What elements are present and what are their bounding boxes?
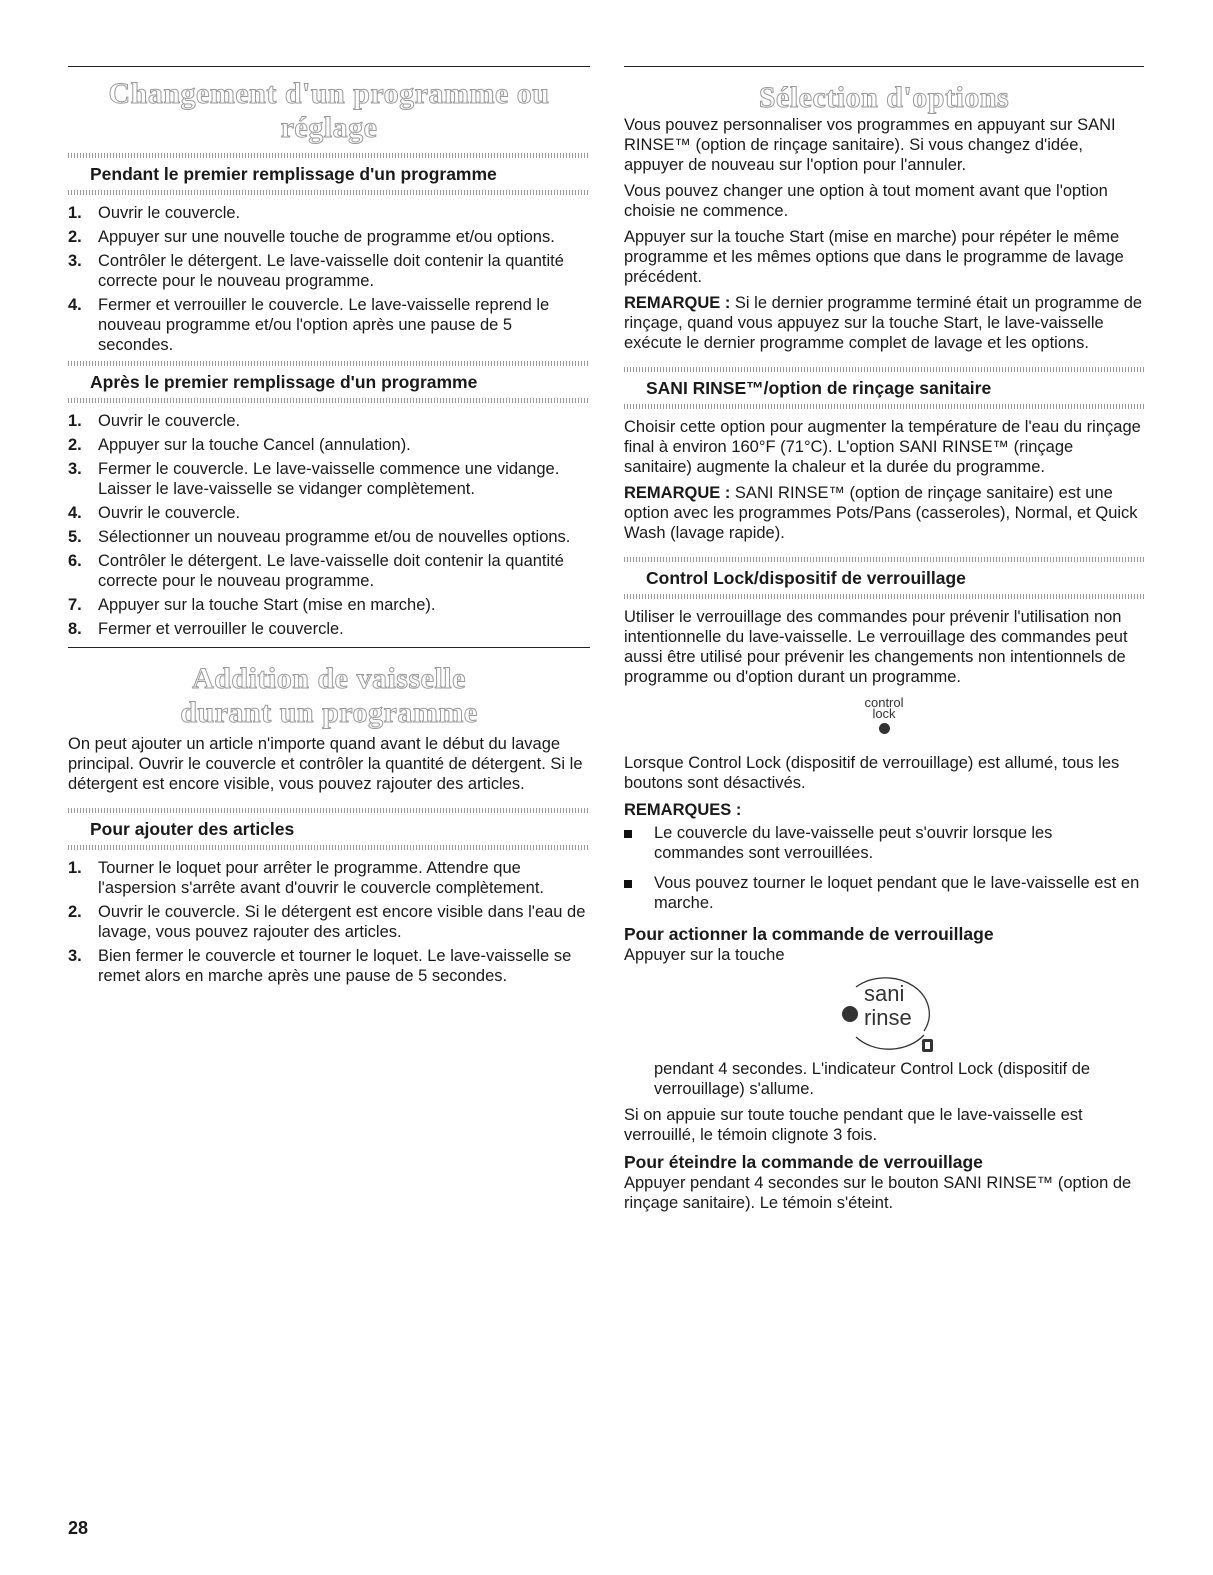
lock-on-after: pendant 4 secondes. L'indicateur Control Lock (dispositif de verrouillage) s'allume.: [654, 1060, 1091, 1098]
sani-text: Choisir cette option pour augmenter la température de l'eau du rinçage final à environ 160°F (71°C). L'option SANI RINSE™ (rinçage sanitaire) augmente la chaleur et la durée du programme.: [624, 418, 1141, 476]
steps-list-ajouter: [68, 858, 590, 986]
subhead-pendant: Pendant le premier remplissage d'un programme: [90, 164, 497, 184]
options-intro-1: Vous pouvez personnaliser vos programmes en appuyant sur SANI RINSE™ (option de rinçage sanitaire). Si vous changez d'idée, appuyer de nouveau sur l'option pour l'annuler.: [624, 116, 1116, 174]
subhead-ajouter: Pour ajouter des articles: [90, 819, 295, 839]
lock-on-heading: Pour actionner la commande de verrouillage: [624, 924, 994, 944]
top-rule-right: [624, 66, 1144, 67]
list-item: Vous pouvez tourner le loquet pendant que le lave-vaisselle est en marche.: [624, 873, 1144, 913]
hatch-divider: [624, 404, 1144, 409]
lock-off-text: Appuyer pendant 4 secondes sur le bouton SANI RINSE™ (option de rinçage sanitaire). Le témoin s'éteint.: [624, 1174, 1132, 1212]
remarques-label: REMARQUES :: [624, 801, 742, 819]
subhead-sani-rinse: SANI RINSE™/option de rinçage sanitaire: [646, 378, 992, 398]
list-item: 5. Sélectionner un nouveau programme et/ou de nouvelles options.: [68, 528, 571, 546]
list-item: 4. Fermer et verrouiller le couvercle. Le lave-vaisselle reprend le nouveau programme et/ou l'option après une pause de 5 secondes.: [68, 296, 550, 354]
lock-on-text: Appuyer sur la touche: [624, 946, 785, 964]
list-item: 2. Ouvrir le couvercle. Si le détergent est encore visible dans l'eau de lavage, vous pouvez rajouter des articles.: [68, 903, 586, 941]
right-column: [624, 66, 1144, 1219]
list-item: 4. Ouvrir le couvercle.: [68, 504, 241, 522]
addition-intro: On peut ajouter un article n'importe quand avant le début du lavage principal. Ouvrir le couvercle et contrôler la quantité de détergent. Si le détergent est encore visible, vous pouvez rajouter des articles.: [68, 735, 583, 793]
list-item: 2. Appuyer sur une nouvelle touche de programme et/ou options.: [68, 228, 555, 246]
list-item: Le couvercle du lave-vaisselle peut s'ouvrir lorsque les commandes sont verrouillées.: [624, 823, 1144, 863]
hatch-divider: [68, 153, 590, 158]
rinse-word: rinse: [864, 1005, 912, 1030]
steps-list-pendant: [68, 203, 590, 355]
options-intro-3: Appuyer sur la touche Start (mise en marche) pour répéter le même programme et les mêmes options que dans le programme de lavage précédent.: [624, 228, 1124, 286]
list-item: 8. Fermer et verrouiller le couvercle.: [68, 620, 344, 638]
hatch-divider: [68, 361, 590, 366]
hatch-divider: [624, 594, 1144, 599]
section-title-changement: Changement d'un programme ou réglage: [108, 77, 550, 144]
top-rule-left: [68, 66, 590, 67]
sani-note: REMARQUE : SANI RINSE™ (option de rinçage sanitaire) est une option avec les programmes Pots/Pans (casseroles), Normal, et Quick Wash (lavage rapide).: [624, 484, 1138, 542]
list-item: 3. Bien fermer le couvercle et tourner le loquet. Le lave-vaisselle se remet alors en marche après une pause de 5 secondes.: [68, 947, 572, 985]
section-rule-addition: [68, 647, 590, 648]
lock-text: Utiliser le verrouillage des commandes pour prévenir l'utilisation non intentionnelle du lave-vaisselle. Le verrouillage des commandes peut aussi être utilisé pour prévenir les changements non intentionnels de programme ou d'option durant un programme.: [624, 608, 1128, 686]
left-column: [68, 66, 590, 990]
list-item: 2. Appuyer sur la touche Cancel (annulation).: [68, 436, 411, 454]
hatch-divider: [624, 557, 1144, 562]
section-title-options: Sélection d'options: [758, 81, 1010, 114]
list-item: 1. Tourner le loquet pour arrêter le programme. Attendre que l'aspersion s'arrête avant d'ouvrir le couvercle complètement.: [68, 859, 544, 897]
page-number: 28: [68, 1518, 89, 1538]
hatch-divider: [624, 367, 1144, 372]
bullet-square-icon: [624, 873, 654, 913]
list-item: 3. Fermer le couvercle. Le lave-vaisselle commence une vidange. Laisser le lave-vaisselle se vidanger complètement.: [68, 460, 560, 498]
bullet-square-icon: [624, 823, 654, 863]
remarques-list: [624, 823, 1144, 913]
list-item: 1. Ouvrir le couvercle.: [68, 412, 241, 430]
list-item: 1. Ouvrir le couvercle.: [68, 204, 241, 222]
hatch-divider: [68, 845, 590, 850]
list-item: 6. Contrôler le détergent. Le lave-vaisselle doit contenir la quantité correcte pour le nouveau programme.: [68, 552, 564, 590]
sani-word: sani: [864, 981, 905, 1006]
subhead-apres: Après le premier remplissage d'un programme: [90, 372, 478, 392]
hatch-divider: [68, 190, 590, 195]
lock-on-extra: Si on appuie sur toute touche pendant que le lave-vaisselle est verrouillé, le témoin clignote 3 fois.: [624, 1106, 1083, 1144]
hatch-divider: [68, 398, 590, 403]
control-lock-icon: control lock: [624, 697, 1144, 747]
list-item: 3. Contrôler le détergent. Le lave-vaisselle doit contenir la quantité correcte pour le nouveau programme.: [68, 252, 564, 290]
list-item: 7. Appuyer sur la touche Start (mise en marche).: [68, 596, 436, 614]
indicator-light-icon: [879, 723, 890, 734]
lock-after-icon: Lorsque Control Lock (dispositif de verrouillage) est allumé, tous les boutons sont désactivés.: [624, 754, 1120, 792]
options-note: REMARQUE : Si le dernier programme terminé était un programme de rinçage, quand vous appuyez sur la touche Start, le lave-vaisselle exécute le dernier programme complet de lavage et les options.: [624, 294, 1143, 352]
lock-off-heading: Pour éteindre la commande de verrouillage: [624, 1152, 983, 1172]
section-title-addition-line2: durant un programme: [180, 696, 478, 729]
options-intro-2: Vous pouvez changer une option à tout moment avant que l'option choisie ne commence.: [624, 182, 1108, 220]
section-title-addition-line1: Addition de vaisselle: [192, 662, 466, 695]
hatch-divider: [68, 808, 590, 813]
steps-list-apres: [68, 411, 590, 639]
subhead-control-lock: Control Lock/dispositif de verrouillage: [646, 568, 966, 588]
sani-rinse-button-icon: [624, 975, 1144, 1055]
